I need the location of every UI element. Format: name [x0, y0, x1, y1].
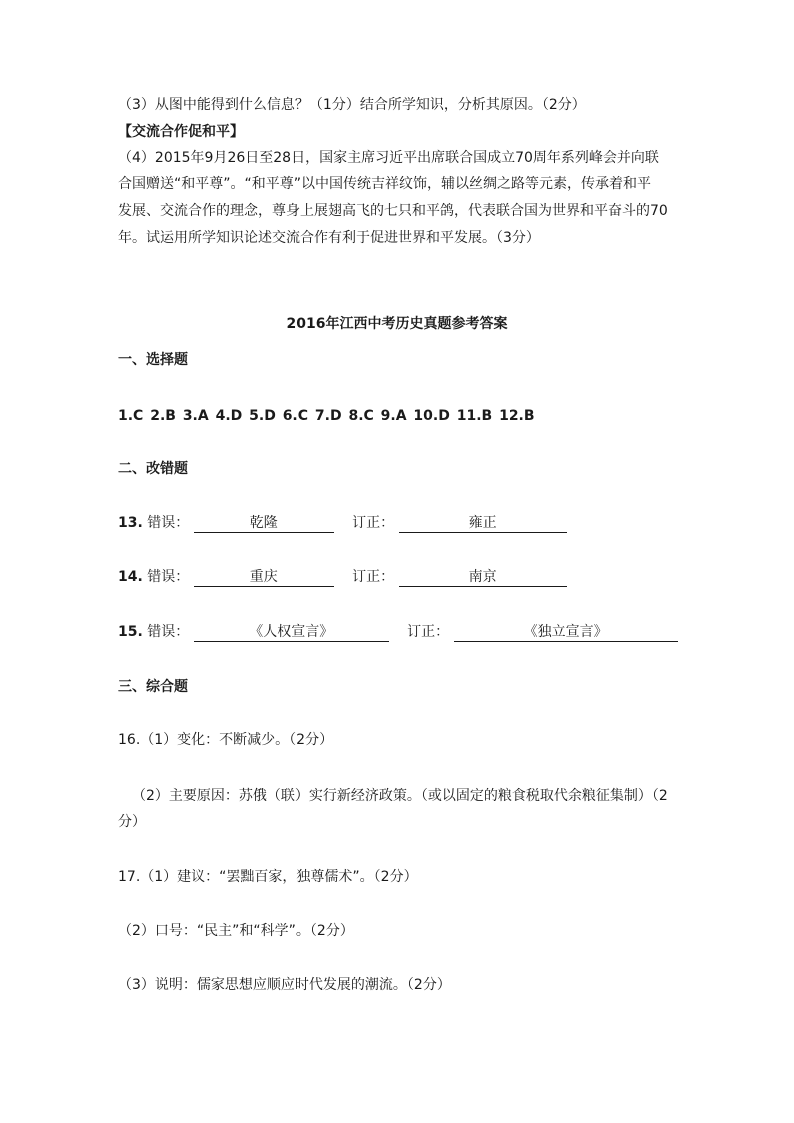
question-4-line-1: （4）2015年9月26日至28日，国家主席习近平出席联合国成立70周年系列峰会并向联: [118, 150, 659, 166]
correction-label: 订正：: [352, 569, 395, 585]
question-4-line-2: 合国赠送“和平尊”。“和平尊”以中国传统吉祥纹饰，辅以丝绸之路等元素，传承着和平: [118, 176, 652, 192]
correction-answer: 雍正: [399, 515, 567, 533]
correction-row-14: [118, 566, 567, 588]
section-heading-exchange-cooperation: 【交流合作促和平】: [118, 124, 244, 140]
answer-17-2: （2）口号：“民主”和“科学”。（2分）: [118, 923, 354, 939]
answers-title: 2016年江西中考历史真题参考答案: [286, 316, 508, 332]
answer-16-2-line-1: （2）主要原因：苏俄（联）实行新经济政策。（或以固定的粮食税取代余粮征集制）（2: [132, 788, 668, 804]
section-3-heading: 三、综合题: [118, 679, 188, 695]
question-4-line-4: 年。试运用所学知识论述交流合作有利于促进世界和平发展。（3分）: [118, 230, 540, 246]
section-2-heading: 二、改错题: [118, 461, 188, 477]
correction-label: 订正：: [407, 624, 450, 640]
correction-answer: 南京: [399, 569, 567, 587]
multiple-choice-answers: 1.C 2.B 3.A 4.D 5.D 6.C 7.D 8.C 9.A 10.D 11.B 12.B: [118, 408, 535, 424]
correction-row-13: [118, 512, 567, 534]
correction-answer: 《独立宣言》: [454, 624, 678, 642]
answer-16-1: 16.（1）变化：不断减少。（2分）: [118, 732, 334, 748]
question-3: （3）从图中能得到什么信息？（1分）结合所学知识，分析其原因。（2分）: [118, 97, 586, 113]
row-number: 15.: [118, 624, 143, 640]
row-number: 13.: [118, 515, 143, 531]
error-label: 错误：: [147, 515, 190, 531]
error-label: 错误：: [147, 624, 190, 640]
error-answer: 重庆: [194, 569, 334, 587]
error-label: 错误：: [147, 569, 190, 585]
correction-row-15: [118, 621, 678, 643]
answer-17-1: 17.（1）建议：“罢黜百家，独尊儒术”。（2分）: [118, 869, 418, 885]
answer-17-3: （3）说明：儒家思想应顺应时代发展的潮流。（2分）: [118, 977, 451, 993]
question-4-line-3: 发展、交流合作的理念，尊身上展翅高飞的七只和平鸽，代表联合国为世界和平奋斗的70: [118, 203, 668, 219]
answer-16-2-line-2: 分）: [118, 814, 146, 830]
error-answer: 乾隆: [194, 515, 334, 533]
error-answer: 《人权宣言》: [194, 624, 389, 642]
section-1-heading: 一、选择题: [118, 352, 188, 368]
correction-label: 订正：: [352, 515, 395, 531]
row-number: 14.: [118, 569, 143, 585]
